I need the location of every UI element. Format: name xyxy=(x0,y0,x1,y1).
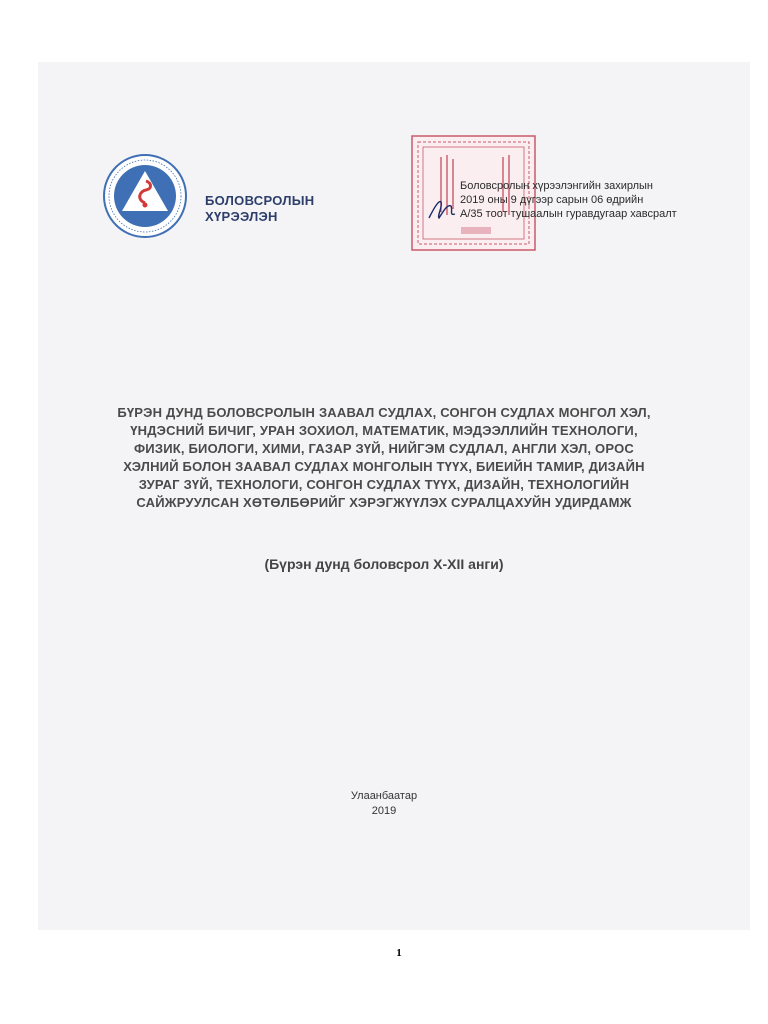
decree-annex-text xyxy=(460,179,677,221)
title-line: ХЭЛНИЙ БОЛОН ЗААВАЛ СУДЛАХ МОНГОЛЫН ТҮҮХ, БИЕИЙН ТАМИР, ДИЗАЙН xyxy=(123,459,645,474)
title-line: БҮРЭН ДУНД БОЛОВСРОЛЫН ЗААВАЛ СУДЛАХ, СОНГОН СУДЛАХ МОНГОЛ ХЭЛ, xyxy=(117,405,651,420)
signature-icon xyxy=(425,196,465,222)
title-line: САЙЖРУУЛСАН ХӨТӨЛБӨРИЙГ ХЭРЭГЖҮҮЛЭХ СУРАЛЦАХУЙН УДИРДАМЖ xyxy=(136,495,632,510)
document-subtitle: (Бүрэн дунд боловсрол X-XII анги) xyxy=(264,556,504,572)
institution-name-line2: ХҮРЭЭЛЭН xyxy=(205,209,278,224)
page-number: 1 xyxy=(396,947,402,959)
decree-line2: 2019 оны 9 дүгээр сарын 06 өдрийн xyxy=(460,194,644,206)
decree-line1: Боловсролын хүрээлэнгийн захирлын xyxy=(460,180,654,192)
place-and-year xyxy=(300,789,468,819)
institution-name xyxy=(205,193,314,225)
institution-name-line1: БОЛОВСРОЛЫН xyxy=(205,193,315,208)
document-title xyxy=(95,404,673,512)
decree-line3: А/35 тоот тушаалын гуравдугаар хавсралт xyxy=(460,208,677,220)
city: Улаанбаатар xyxy=(350,790,418,802)
title-line: ФИЗИК, БИОЛОГИ, ХИМИ, ГАЗАР ЗҮЙ, НИЙГЭМ СУДЛАЛ, АНГЛИ ХЭЛ, ОРОС xyxy=(134,441,634,456)
institution-logo-icon xyxy=(102,153,188,239)
title-line: ЗУРАГ ЗҮЙ, ТЕХНОЛОГИ, СОНГОН СУДЛАХ ТҮҮХ, ДИЗАЙН, ТЕХНОЛОГИЙН xyxy=(138,477,630,492)
year: 2019 xyxy=(371,805,397,817)
title-line: ҮНДЭСНИЙ БИЧИГ, УРАН ЗОХИОЛ, МАТЕМАТИК, МЭДЭЭЛЛИЙН ТЕХНОЛОГИ, xyxy=(130,423,638,438)
